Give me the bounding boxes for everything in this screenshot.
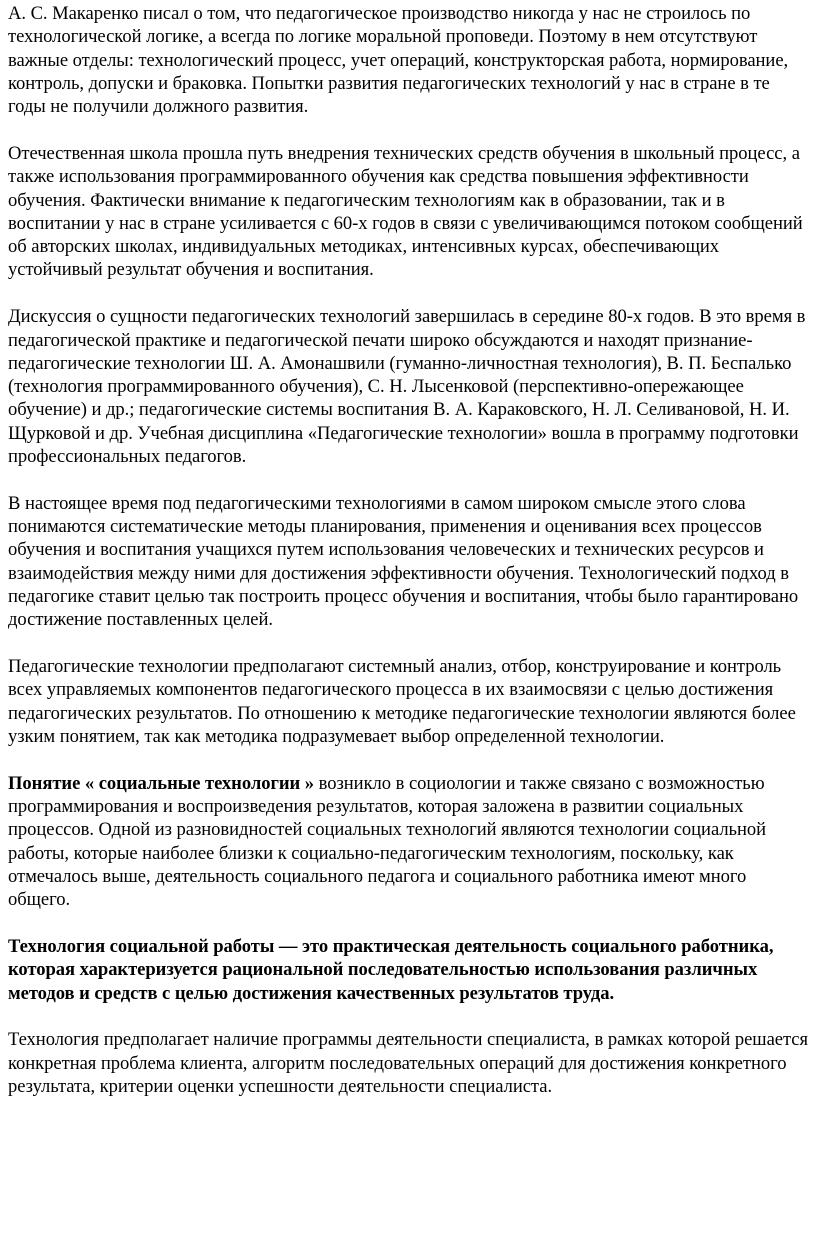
paragraph-domestic-school bbox=[8, 142, 808, 282]
paragraph-discussion bbox=[8, 305, 808, 468]
paragraph-text: А. С. Макаренко писал о том, что педагогическое производство никогда у нас не строилось по технологической логике, а всегда по логике моральной проповеди. Поэтому в нем отсутствуют важные отделы: технологический процесс, учет операций, конструкторская работа, нормирование, контроль, допуски и браковка. Попытки развития педагогических технологий у нас в стране в те годы не получили должного развития. bbox=[8, 3, 789, 118]
paragraph-text: Технология предполагает наличие программы деятельности специалиста, в рамках которой решается конкретная проблема клиента, алгоритм последовательных операций для достижения конкретного результата, критерии оценки успешности деятельности специалиста. bbox=[8, 1029, 808, 1098]
paragraph-text: Технология социальной работы — это практическая деятельность социального работника, которая характеризуется рациональной последовательностью использования различных методов и средств с целью достижения качественных результатов труда. bbox=[8, 936, 774, 1004]
paragraph-text: Отечественная школа прошла путь внедрения технических средств обучения в школьный процесс, а также использования программированного обучения как средства повышения эффективности обучения. Фактически внимание к педагогическим технологиям как в образовании, так и в воспитании у нас в стране усиливается с 60-х годов в связи с увеличивающимся потоком сообщений об авторских школах, индивидуальных методиках, интенсивных курсах, обеспечивающих устойчивый результат обучения и воспитания. bbox=[8, 142, 803, 281]
paragraph-makarenko bbox=[8, 2, 808, 118]
paragraph-text: Педагогические технологии предполагают системный анализ, отбор, конструирование и контроль всех управляемых компонентов педагогического процесса в их взаимосвязи с целью достижения педагогических результатов. По отношению к методике педагогические технологии являются более узким понятием, так как методика подразумевает выбор определенной технологии. bbox=[8, 656, 796, 748]
paragraph-social-work-definition bbox=[8, 935, 808, 1005]
document-body bbox=[8, 2, 808, 1122]
paragraph-technology-program bbox=[8, 1028, 808, 1098]
paragraph-definition bbox=[8, 492, 808, 632]
paragraph-text: возникло в социологии и также связано с возможностью программирования и воспроизведения результатов, которая заложена в развитии социальных процессов. Одной из разновидностей социальных технологий являются технологии социальной работы, которые наиболее близки к социально-педагогическим технологиям, поскольку, как отмечалось выше, деятельность социального педагога и социального работника имеют много общего. bbox=[8, 772, 767, 911]
paragraph-social-technologies bbox=[8, 772, 808, 912]
paragraph-text: В настоящее время под педагогическими технологиями в самом широком смысле этого слова понимаются систематические методы планирования, применения и оценивания всех процессов обучения и воспитания учащихся путем использования человеческих и технических ресурсов и взаимодействия между ними для достижения эффективности обучения. Технологический подход в педагогике ставит целью так построить процесс обучения и воспитания, чтобы было гарантировано достижение поставленных целей. bbox=[8, 492, 799, 631]
paragraph-text: Дискуссия о сущности педагогических технологий завершилась в середине 80-х годов. В это время в педагогической практике и педагогической печати широко обсуждаются и находят признание-педагогические технологии Ш. А. Амонашвили (гуманно-личностная технология), В. П. Беспалько (технология программированного обучения), С. Н. Лысенковой (перспективно-опережающее обучение) и др.; педагогические системы воспитания В. А. Караковского, Н. Л. Селивановой, Н. И. Щурковой и др. Учебная дисциплина «Педагогические технологии» вошла в программу подготовки профессиональных педагогов. bbox=[8, 306, 806, 468]
paragraph-system-analysis bbox=[8, 655, 808, 748]
term-social-technologies: Понятие « социальные технологии » bbox=[8, 772, 315, 794]
